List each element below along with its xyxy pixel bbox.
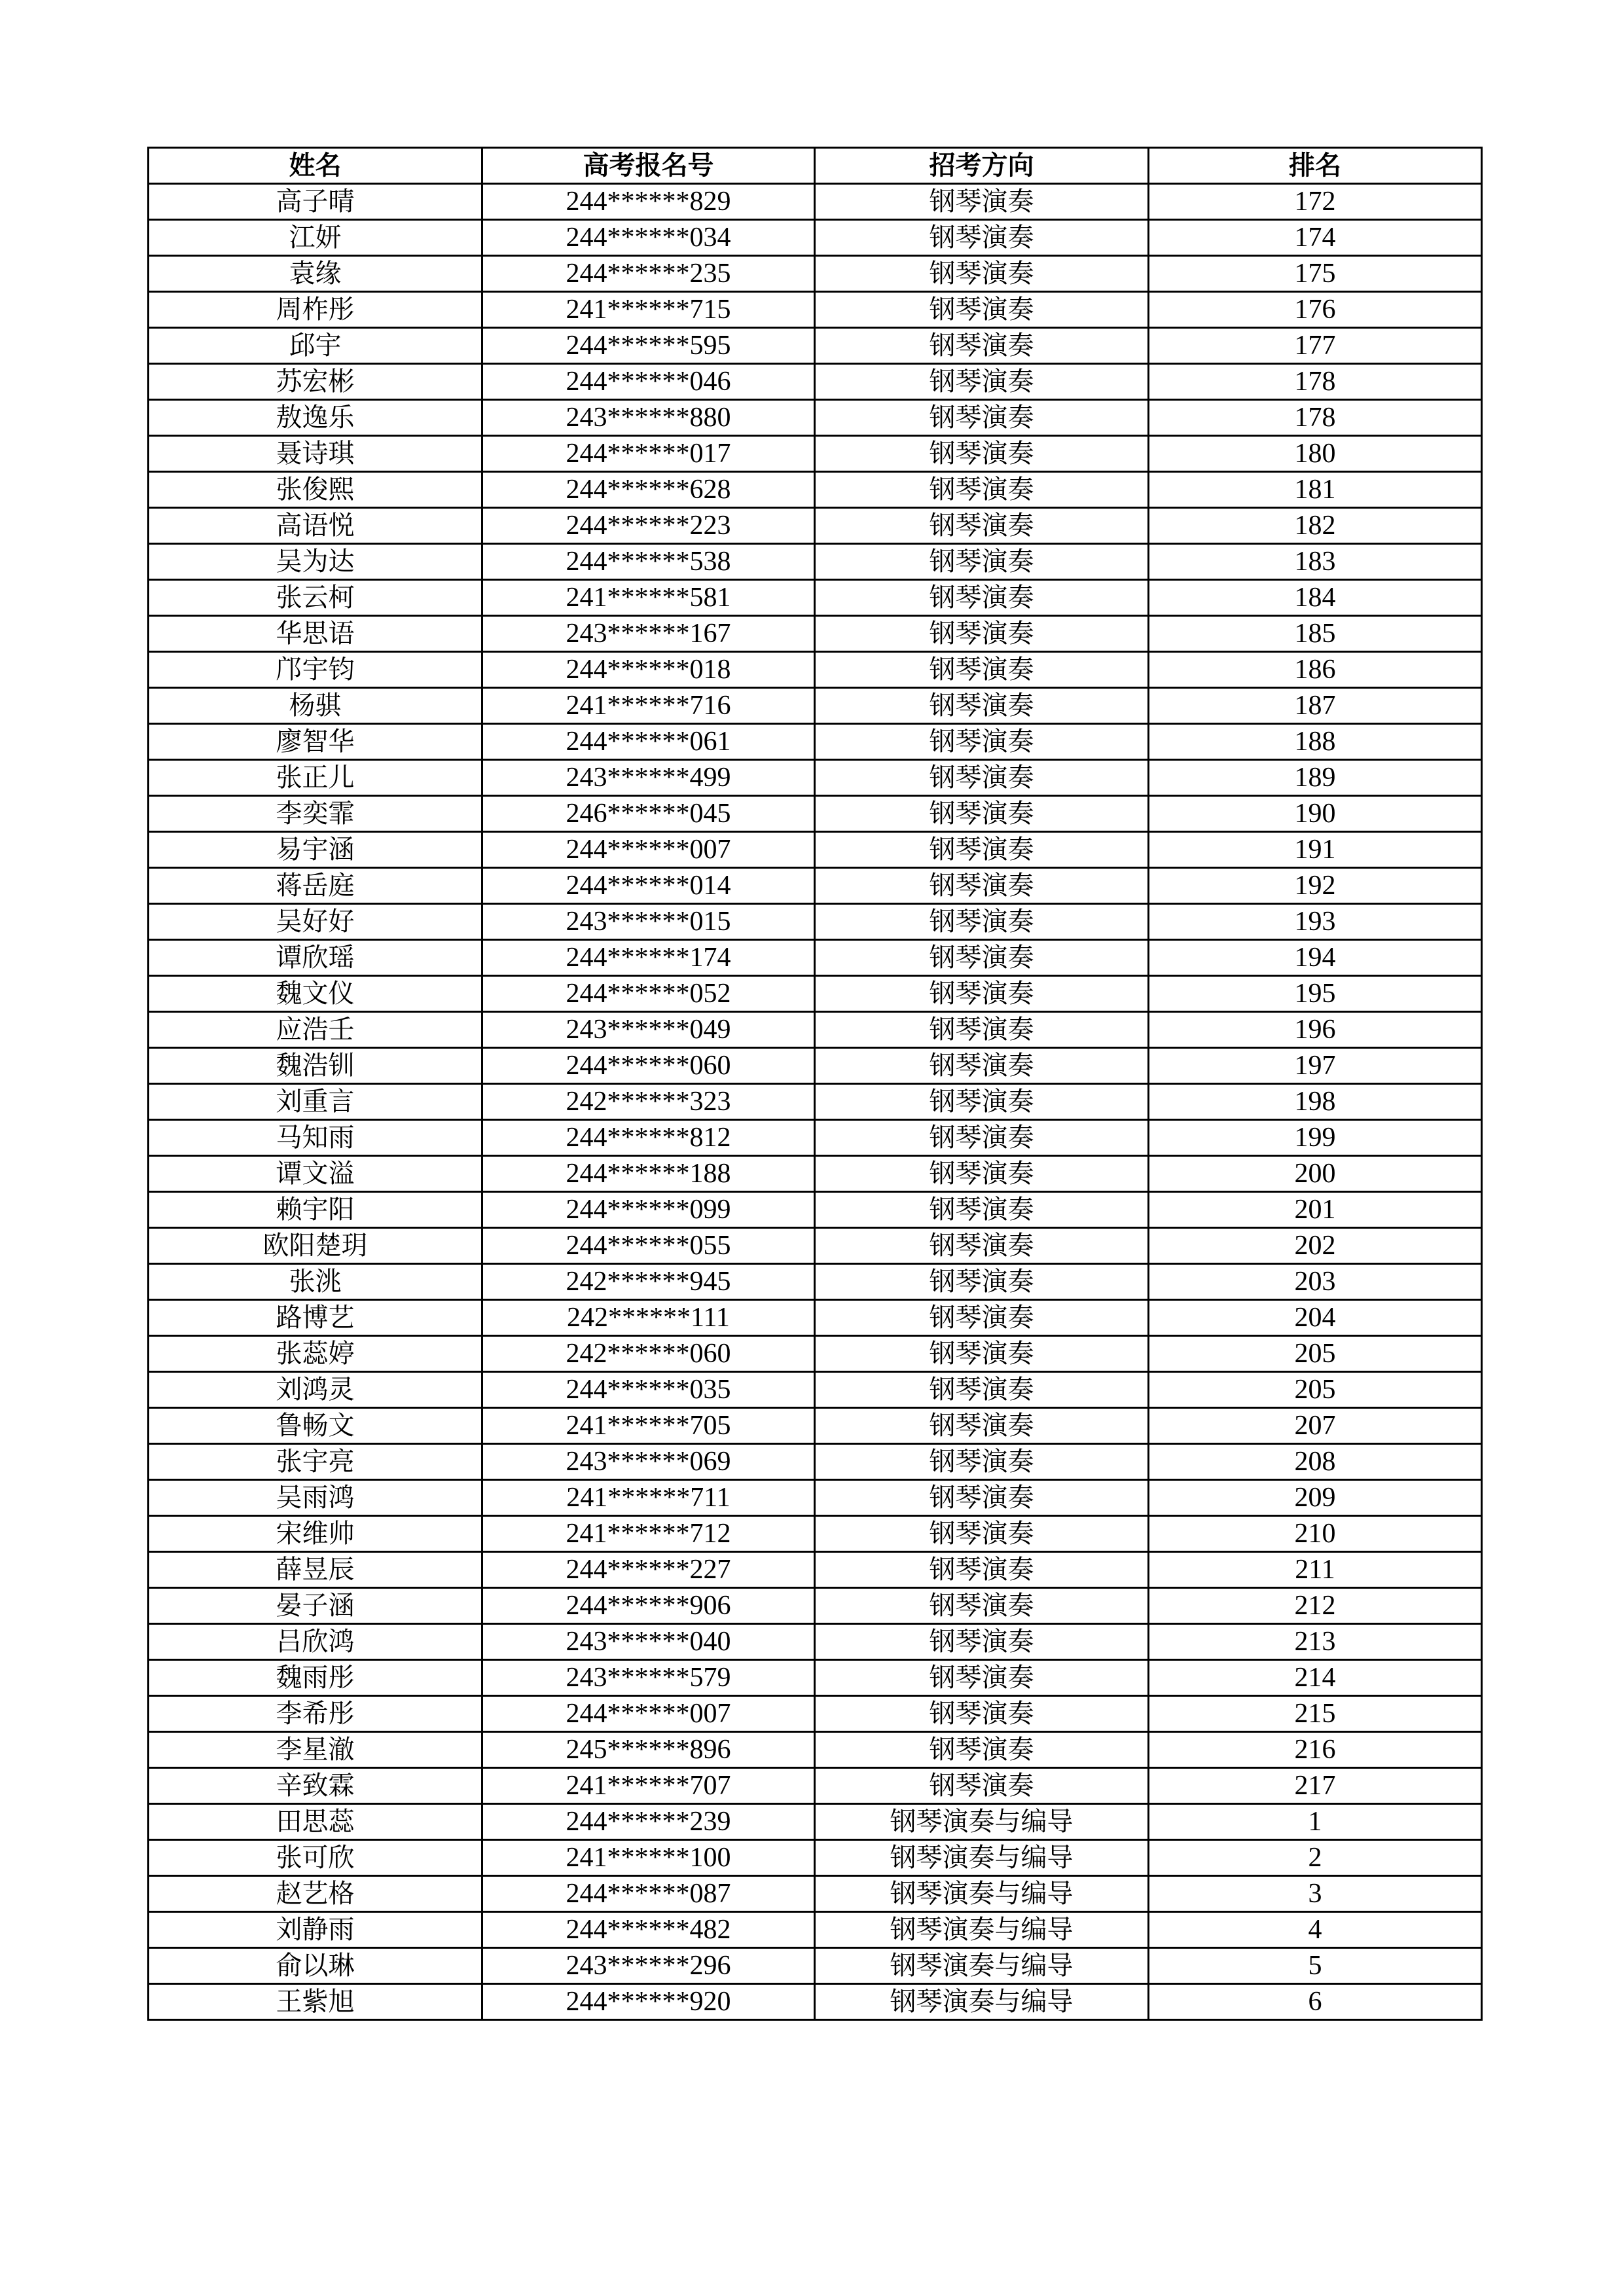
cell-direction: 钢琴演奏 [815, 940, 1149, 976]
cell-name: 魏雨彤 [149, 1660, 482, 1696]
cell-name: 魏文仪 [149, 976, 482, 1012]
cell-exam-id: 244******628 [482, 472, 815, 508]
cell-direction: 钢琴演奏 [815, 1156, 1149, 1192]
table-row [149, 1696, 1482, 1732]
cell-direction: 钢琴演奏与编导 [815, 1948, 1149, 1984]
table-row [149, 292, 1482, 328]
cell-name: 李星澈 [149, 1732, 482, 1768]
cell-rank: 178 [1149, 364, 1482, 400]
cell-rank: 199 [1149, 1120, 1482, 1156]
table-row [149, 1984, 1482, 2020]
table-row [149, 1444, 1482, 1480]
table-row [149, 220, 1482, 256]
cell-exam-id: 241******100 [482, 1840, 815, 1876]
cell-exam-id: 243******069 [482, 1444, 815, 1480]
cell-direction: 钢琴演奏 [815, 976, 1149, 1012]
cell-name: 李奕霏 [149, 796, 482, 832]
cell-exam-id: 244******035 [482, 1372, 815, 1408]
cell-direction: 钢琴演奏与编导 [815, 1984, 1149, 2020]
cell-direction: 钢琴演奏与编导 [815, 1876, 1149, 1912]
cell-name: 吕欣鸿 [149, 1624, 482, 1660]
cell-direction: 钢琴演奏 [815, 904, 1149, 940]
cell-exam-id: 245******896 [482, 1732, 815, 1768]
cell-direction: 钢琴演奏 [815, 1624, 1149, 1660]
table-row [149, 1156, 1482, 1192]
table-row [149, 1372, 1482, 1408]
cell-name: 邝宇钧 [149, 652, 482, 688]
cell-exam-id: 243******579 [482, 1660, 815, 1696]
cell-rank: 192 [1149, 868, 1482, 904]
cell-exam-id: 243******296 [482, 1948, 815, 1984]
cell-rank: 203 [1149, 1264, 1482, 1300]
cell-direction: 钢琴演奏 [815, 364, 1149, 400]
table-row [149, 580, 1482, 616]
cell-rank: 217 [1149, 1768, 1482, 1804]
cell-direction: 钢琴演奏 [815, 688, 1149, 724]
table-row [149, 688, 1482, 724]
cell-direction: 钢琴演奏与编导 [815, 1804, 1149, 1840]
cell-exam-id: 241******716 [482, 688, 815, 724]
cell-rank: 196 [1149, 1012, 1482, 1048]
cell-name: 刘重言 [149, 1084, 482, 1120]
cell-direction: 钢琴演奏 [815, 184, 1149, 220]
cell-direction: 钢琴演奏 [815, 868, 1149, 904]
cell-name: 吴为达 [149, 544, 482, 580]
cell-direction: 钢琴演奏 [815, 1444, 1149, 1480]
cell-direction: 钢琴演奏 [815, 256, 1149, 292]
cell-exam-id: 241******715 [482, 292, 815, 328]
cell-rank: 176 [1149, 292, 1482, 328]
cell-rank: 213 [1149, 1624, 1482, 1660]
cell-rank: 1 [1149, 1804, 1482, 1840]
cell-name: 张正儿 [149, 760, 482, 796]
cell-exam-id: 244******227 [482, 1552, 815, 1588]
cell-exam-id: 244******034 [482, 220, 815, 256]
cell-name: 宋维帅 [149, 1516, 482, 1552]
table-row [149, 1336, 1482, 1372]
cell-exam-id: 242******111 [482, 1300, 815, 1336]
table-row [149, 1264, 1482, 1300]
cell-rank: 195 [1149, 976, 1482, 1012]
cell-name: 袁缘 [149, 256, 482, 292]
cell-rank: 194 [1149, 940, 1482, 976]
cell-exam-id: 244******595 [482, 328, 815, 364]
cell-name: 赖宇阳 [149, 1192, 482, 1228]
cell-rank: 190 [1149, 796, 1482, 832]
cell-name: 廖智华 [149, 724, 482, 760]
cell-name: 李希彤 [149, 1696, 482, 1732]
cell-direction: 钢琴演奏 [815, 1264, 1149, 1300]
cell-direction: 钢琴演奏 [815, 1660, 1149, 1696]
cell-exam-id: 244******538 [482, 544, 815, 580]
cell-direction: 钢琴演奏 [815, 652, 1149, 688]
cell-name: 聂诗琪 [149, 436, 482, 472]
cell-exam-id: 244******223 [482, 508, 815, 544]
cell-exam-id: 241******581 [482, 580, 815, 616]
cell-exam-id: 243******015 [482, 904, 815, 940]
cell-direction: 钢琴演奏 [815, 1192, 1149, 1228]
table-row [149, 832, 1482, 868]
table-row [149, 1840, 1482, 1876]
cell-name: 赵艺格 [149, 1876, 482, 1912]
cell-direction: 钢琴演奏 [815, 1012, 1149, 1048]
cell-exam-id: 244******017 [482, 436, 815, 472]
cell-direction: 钢琴演奏 [815, 1084, 1149, 1120]
table-row [149, 868, 1482, 904]
cell-exam-id: 244******482 [482, 1912, 815, 1948]
cell-direction: 钢琴演奏 [815, 760, 1149, 796]
cell-direction: 钢琴演奏 [815, 1048, 1149, 1084]
cell-rank: 189 [1149, 760, 1482, 796]
cell-rank: 181 [1149, 472, 1482, 508]
table-row [149, 1084, 1482, 1120]
cell-exam-id: 243******499 [482, 760, 815, 796]
cell-exam-id: 241******712 [482, 1516, 815, 1552]
cell-rank: 191 [1149, 832, 1482, 868]
cell-rank: 186 [1149, 652, 1482, 688]
cell-name: 应浩壬 [149, 1012, 482, 1048]
cell-name: 张云柯 [149, 580, 482, 616]
cell-exam-id: 242******323 [482, 1084, 815, 1120]
table-row [149, 328, 1482, 364]
cell-name: 周柞彤 [149, 292, 482, 328]
table-row [149, 256, 1482, 292]
cell-name: 田思蕊 [149, 1804, 482, 1840]
cell-exam-id: 244******046 [482, 364, 815, 400]
cell-exam-id: 244******014 [482, 868, 815, 904]
table-row [149, 1120, 1482, 1156]
cell-direction: 钢琴演奏 [815, 1300, 1149, 1336]
cell-rank: 197 [1149, 1048, 1482, 1084]
table-row [149, 184, 1482, 220]
cell-direction: 钢琴演奏与编导 [815, 1912, 1149, 1948]
table-row [149, 976, 1482, 1012]
cell-rank: 183 [1149, 544, 1482, 580]
cell-exam-id: 243******049 [482, 1012, 815, 1048]
cell-name: 吴好好 [149, 904, 482, 940]
table-row [149, 1228, 1482, 1264]
cell-exam-id: 244******007 [482, 832, 815, 868]
table-row [149, 1912, 1482, 1948]
cell-direction: 钢琴演奏 [815, 580, 1149, 616]
table-row [149, 724, 1482, 760]
cell-rank: 208 [1149, 1444, 1482, 1480]
cell-direction: 钢琴演奏 [815, 1696, 1149, 1732]
cell-name: 张蕊婷 [149, 1336, 482, 1372]
table-row [149, 1588, 1482, 1624]
cell-name: 易宇涵 [149, 832, 482, 868]
table-row [149, 796, 1482, 832]
cell-direction: 钢琴演奏 [815, 1336, 1149, 1372]
table-row [149, 1552, 1482, 1588]
table-row [149, 1012, 1482, 1048]
cell-exam-id: 241******711 [482, 1480, 815, 1516]
table-row [149, 1480, 1482, 1516]
cell-rank: 212 [1149, 1588, 1482, 1624]
cell-rank: 182 [1149, 508, 1482, 544]
cell-name: 路博艺 [149, 1300, 482, 1336]
cell-exam-id: 244******239 [482, 1804, 815, 1840]
cell-rank: 207 [1149, 1408, 1482, 1444]
cell-rank: 6 [1149, 1984, 1482, 2020]
cell-rank: 216 [1149, 1732, 1482, 1768]
cell-rank: 187 [1149, 688, 1482, 724]
header-exam-id: 高考报名号 [482, 148, 815, 184]
cell-name: 张宇亮 [149, 1444, 482, 1480]
ranking-table [147, 147, 1483, 2021]
cell-direction: 钢琴演奏 [815, 1372, 1149, 1408]
cell-rank: 3 [1149, 1876, 1482, 1912]
cell-rank: 188 [1149, 724, 1482, 760]
cell-name: 俞以琳 [149, 1948, 482, 1984]
cell-name: 晏子涵 [149, 1588, 482, 1624]
cell-exam-id: 244******087 [482, 1876, 815, 1912]
cell-direction: 钢琴演奏 [815, 1228, 1149, 1264]
cell-rank: 5 [1149, 1948, 1482, 1984]
cell-exam-id: 241******705 [482, 1408, 815, 1444]
cell-rank: 205 [1149, 1336, 1482, 1372]
cell-name: 高语悦 [149, 508, 482, 544]
cell-rank: 2 [1149, 1840, 1482, 1876]
cell-exam-id: 243******880 [482, 400, 815, 436]
table-row [149, 508, 1482, 544]
cell-exam-id: 241******707 [482, 1768, 815, 1804]
table-row [149, 1768, 1482, 1804]
table-row [149, 1408, 1482, 1444]
cell-name: 苏宏彬 [149, 364, 482, 400]
table-row [149, 760, 1482, 796]
cell-exam-id: 244******007 [482, 1696, 815, 1732]
cell-direction: 钢琴演奏 [815, 1480, 1149, 1516]
cell-rank: 215 [1149, 1696, 1482, 1732]
cell-direction: 钢琴演奏 [815, 292, 1149, 328]
table-row [149, 1624, 1482, 1660]
header-direction: 招考方向 [815, 148, 1149, 184]
cell-direction: 钢琴演奏 [815, 832, 1149, 868]
cell-rank: 210 [1149, 1516, 1482, 1552]
cell-rank: 198 [1149, 1084, 1482, 1120]
cell-name: 高子晴 [149, 184, 482, 220]
cell-direction: 钢琴演奏 [815, 436, 1149, 472]
cell-direction: 钢琴演奏 [815, 1120, 1149, 1156]
cell-name: 江妍 [149, 220, 482, 256]
cell-name: 华思语 [149, 616, 482, 652]
cell-rank: 174 [1149, 220, 1482, 256]
cell-rank: 211 [1149, 1552, 1482, 1588]
cell-name: 谭文溢 [149, 1156, 482, 1192]
cell-direction: 钢琴演奏 [815, 616, 1149, 652]
table-row [149, 652, 1482, 688]
cell-exam-id: 244******188 [482, 1156, 815, 1192]
cell-rank: 185 [1149, 616, 1482, 652]
cell-name: 张可欣 [149, 1840, 482, 1876]
cell-exam-id: 244******920 [482, 1984, 815, 2020]
cell-direction: 钢琴演奏 [815, 328, 1149, 364]
cell-direction: 钢琴演奏 [815, 1588, 1149, 1624]
cell-exam-id: 244******174 [482, 940, 815, 976]
cell-direction: 钢琴演奏 [815, 796, 1149, 832]
cell-name: 辛致霖 [149, 1768, 482, 1804]
cell-name: 敖逸乐 [149, 400, 482, 436]
cell-rank: 178 [1149, 400, 1482, 436]
cell-exam-id: 244******018 [482, 652, 815, 688]
table-row [149, 544, 1482, 580]
cell-exam-id: 244******060 [482, 1048, 815, 1084]
table-row [149, 436, 1482, 472]
cell-exam-id: 246******045 [482, 796, 815, 832]
cell-rank: 193 [1149, 904, 1482, 940]
table-row [149, 1876, 1482, 1912]
cell-exam-id: 242******060 [482, 1336, 815, 1372]
cell-exam-id: 244******099 [482, 1192, 815, 1228]
cell-direction: 钢琴演奏 [815, 1552, 1149, 1588]
header-rank: 排名 [1149, 148, 1482, 184]
cell-name: 薛昱辰 [149, 1552, 482, 1588]
cell-name: 欧阳楚玥 [149, 1228, 482, 1264]
header-row [149, 148, 1482, 184]
cell-direction: 钢琴演奏 [815, 1516, 1149, 1552]
cell-direction: 钢琴演奏 [815, 472, 1149, 508]
cell-exam-id: 244******829 [482, 184, 815, 220]
cell-rank: 201 [1149, 1192, 1482, 1228]
cell-rank: 209 [1149, 1480, 1482, 1516]
cell-exam-id: 244******061 [482, 724, 815, 760]
header-name: 姓名 [149, 148, 482, 184]
cell-rank: 202 [1149, 1228, 1482, 1264]
table-row [149, 1804, 1482, 1840]
cell-name: 王紫旭 [149, 1984, 482, 2020]
table-row [149, 1192, 1482, 1228]
table-row [149, 364, 1482, 400]
cell-name: 马知雨 [149, 1120, 482, 1156]
table-row [149, 1948, 1482, 1984]
cell-rank: 205 [1149, 1372, 1482, 1408]
cell-exam-id: 244******812 [482, 1120, 815, 1156]
cell-direction: 钢琴演奏 [815, 220, 1149, 256]
cell-rank: 172 [1149, 184, 1482, 220]
cell-rank: 214 [1149, 1660, 1482, 1696]
table-row [149, 1660, 1482, 1696]
cell-name: 谭欣瑶 [149, 940, 482, 976]
cell-name: 刘静雨 [149, 1912, 482, 1948]
table-row [149, 904, 1482, 940]
cell-rank: 200 [1149, 1156, 1482, 1192]
cell-direction: 钢琴演奏 [815, 1408, 1149, 1444]
cell-rank: 177 [1149, 328, 1482, 364]
table-row [149, 1516, 1482, 1552]
cell-direction: 钢琴演奏 [815, 508, 1149, 544]
cell-name: 邱宇 [149, 328, 482, 364]
cell-name: 蒋岳庭 [149, 868, 482, 904]
cell-direction: 钢琴演奏 [815, 544, 1149, 580]
cell-direction: 钢琴演奏 [815, 724, 1149, 760]
table-row [149, 1048, 1482, 1084]
cell-name: 魏浩钏 [149, 1048, 482, 1084]
table-row [149, 472, 1482, 508]
cell-rank: 4 [1149, 1912, 1482, 1948]
cell-name: 张俊熙 [149, 472, 482, 508]
cell-rank: 204 [1149, 1300, 1482, 1336]
cell-direction: 钢琴演奏 [815, 1732, 1149, 1768]
cell-direction: 钢琴演奏 [815, 1768, 1149, 1804]
cell-direction: 钢琴演奏 [815, 400, 1149, 436]
cell-name: 吴雨鸿 [149, 1480, 482, 1516]
cell-rank: 184 [1149, 580, 1482, 616]
cell-name: 刘鸿灵 [149, 1372, 482, 1408]
cell-rank: 180 [1149, 436, 1482, 472]
cell-exam-id: 243******040 [482, 1624, 815, 1660]
table-row [149, 940, 1482, 976]
cell-exam-id: 244******906 [482, 1588, 815, 1624]
table-row [149, 616, 1482, 652]
cell-exam-id: 243******167 [482, 616, 815, 652]
cell-name: 杨骐 [149, 688, 482, 724]
cell-name: 张洮 [149, 1264, 482, 1300]
cell-exam-id: 244******052 [482, 976, 815, 1012]
cell-direction: 钢琴演奏与编导 [815, 1840, 1149, 1876]
cell-rank: 175 [1149, 256, 1482, 292]
cell-exam-id: 244******055 [482, 1228, 815, 1264]
cell-name: 鲁畅文 [149, 1408, 482, 1444]
cell-exam-id: 242******945 [482, 1264, 815, 1300]
table-row [149, 400, 1482, 436]
table-body [149, 184, 1482, 2020]
cell-exam-id: 244******235 [482, 256, 815, 292]
table-header [149, 148, 1482, 184]
table-row [149, 1732, 1482, 1768]
table-row [149, 1300, 1482, 1336]
